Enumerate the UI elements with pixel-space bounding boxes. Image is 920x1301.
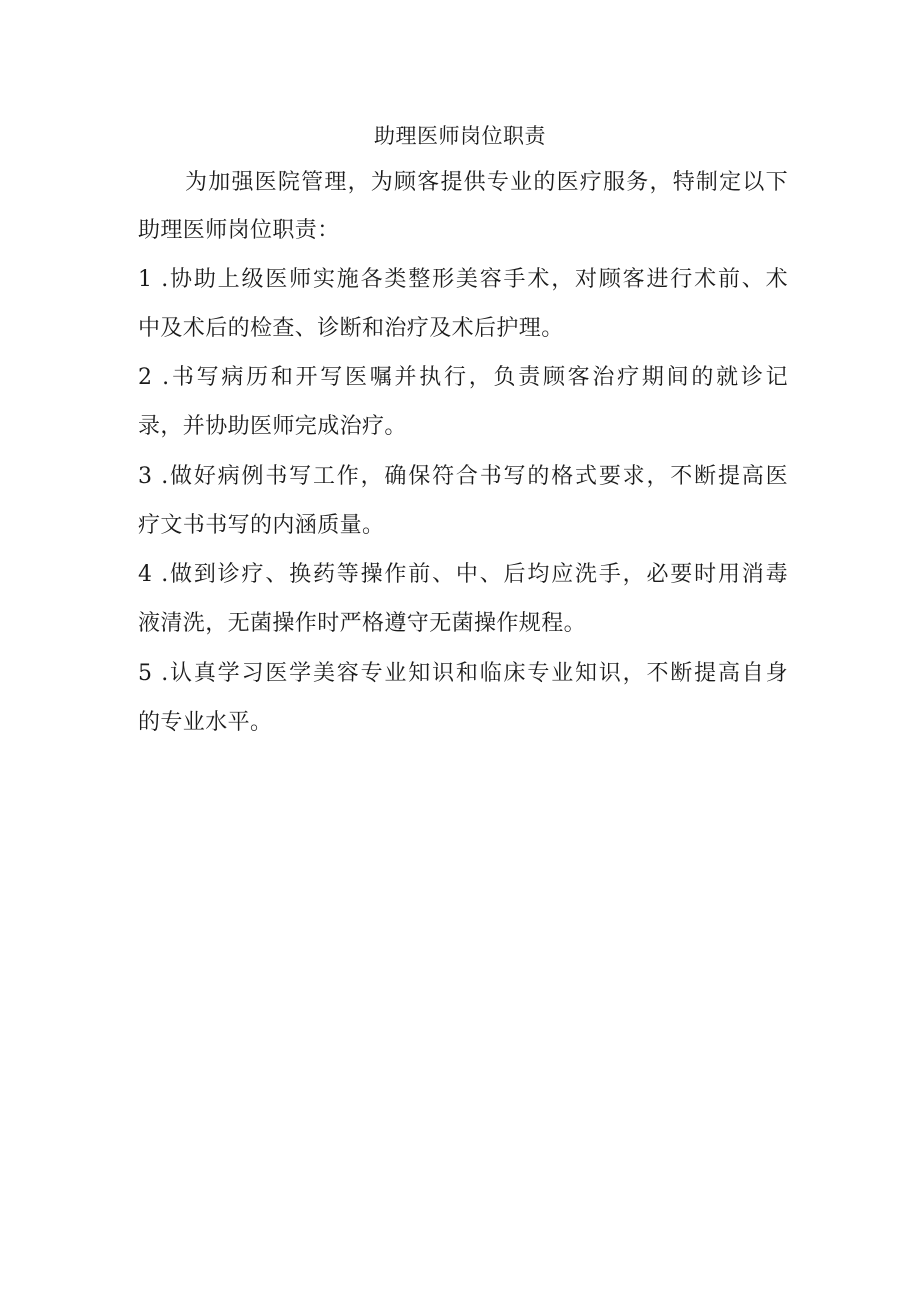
item-4-line-1: 4 .做到诊疗、换药等操作前、中、后均应洗手，必要时用消毒 <box>138 562 788 587</box>
document-title: 助理医师岗位职责 <box>374 124 546 148</box>
intro-line-2: 助理医师岗位职责： <box>138 218 340 243</box>
item-3-line-1: 3 .做好病例书写工作，确保符合书写的格式要求，不断提高医 <box>138 464 788 489</box>
item-1-line-2: 中及术后的检查、诊断和治疗及术后护理。 <box>138 316 564 341</box>
item-1-line-1: 1 .协助上级医师实施各类整形美容手术，对顾客进行术前、术 <box>138 267 788 292</box>
item-2-line-2: 录，并协助医师完成治疗。 <box>138 414 407 439</box>
item-2-line-1: 2 .书写病历和开写医嘱并执行，负责顾客治疗期间的就诊记 <box>138 365 788 390</box>
item-4-line-2: 液清洗，无菌操作时严格遵守无菌操作规程。 <box>138 611 587 636</box>
item-3-line-2: 疗文书书写的内涵质量。 <box>138 513 385 538</box>
intro-line-1: 为加强医院管理，为顾客提供专业的医疗服务，特制定以下 <box>185 170 788 195</box>
item-5-line-2: 的专业水平。 <box>138 710 273 735</box>
item-5-line-1: 5 .认真学习医学美容专业知识和临床专业知识，不断提高自身 <box>138 661 788 686</box>
